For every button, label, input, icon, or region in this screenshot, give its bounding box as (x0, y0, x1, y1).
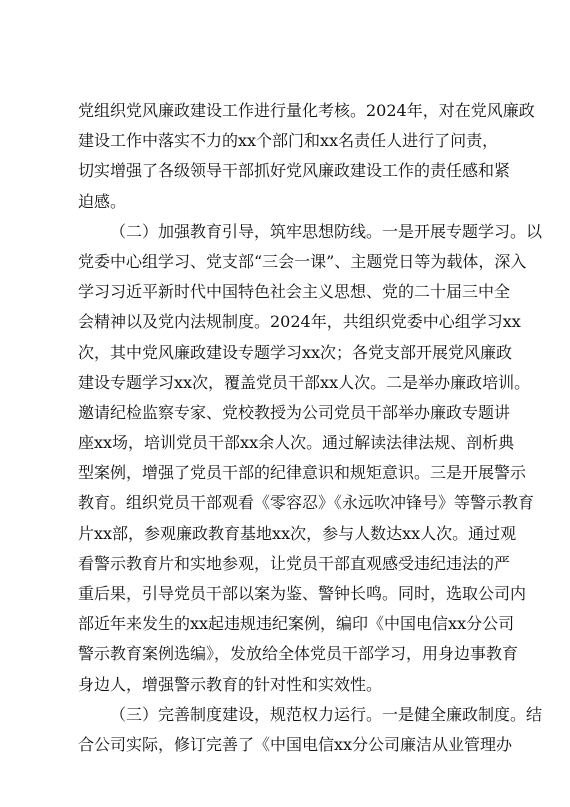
paragraph-end-line: 身边人，增强警示教育的针对性和实效性。 (78, 674, 383, 694)
section-heading-line: （三）完善制度建设，规范权力运行。一是健全廉政制度。结 (110, 704, 543, 724)
text-line: 党委中心组学习、党支部“三会一课”、主题党日等为载体，深入 (78, 251, 527, 271)
text-line: 警示教育案例选编》，发放给全体党员干部学习，用身边事教育 (78, 644, 519, 664)
text-line: 教育。组织党员干部观看《零容忍》《永远吹冲锋号》等警示教育 (78, 493, 535, 513)
text-line: 合公司实际，修订完善了《中国电信xx分公司廉洁从业管理办 (78, 734, 513, 754)
text-line: 重后果，引导党员干部以案为鉴、警钟长鸣。同时，选取公司内 (78, 584, 527, 603)
text-line: 部近年来发生的xx起违规违纪案例，编印《中国电信xx分公司 (78, 614, 515, 634)
section-heading-line: （二）加强教育引导，筑牢思想防线。一是开展专题学习。以 (110, 221, 543, 241)
text-line: 建设专题学习xx次，覆盖党员干部xx人次。二是举办廉政培训。 (78, 372, 531, 392)
paragraph-end-line: 迫感。 (78, 191, 127, 211)
text-line: 次，其中党风廉政建设专题学习xx次；各党支部开展党风廉政 (78, 342, 513, 362)
text-line: 邀请纪检监察专家、党校教授为公司党员干部举办廉政专题讲 (78, 402, 511, 422)
text-line: 建设工作中落实不力的xx个部门和xx名责任人进行了问责， (78, 131, 499, 151)
text-line: 党组织党风廉政建设工作进行量化考核。2024年，对在党风廉政 (78, 101, 535, 120)
text-line: 看警示教育片和实地参观，让党员干部直观感受违纪违法的严 (78, 553, 511, 573)
text-line: 片xx部，参观廉政教育基地xx次，参与人数达xx人次。通过观 (78, 523, 517, 543)
document-body (78, 96, 543, 760)
text-line: 会精神以及党内法规制度。2024年，共组织党委中心组学习xx (78, 312, 521, 332)
text-line: 学习习近平新时代中国特色社会主义思想、党的二十届三中全 (78, 282, 511, 302)
text-line: 座xx场，培训党员干部xx余人次。通过解读法律法规、剖析典 (78, 433, 515, 453)
text-line: 切实增强了各级领导干部抓好党风廉政建设工作的责任感和紧 (78, 161, 511, 181)
text-line: 型案例，增强了党员干部的纪律意识和规矩意识。三是开展警示 (78, 463, 527, 483)
